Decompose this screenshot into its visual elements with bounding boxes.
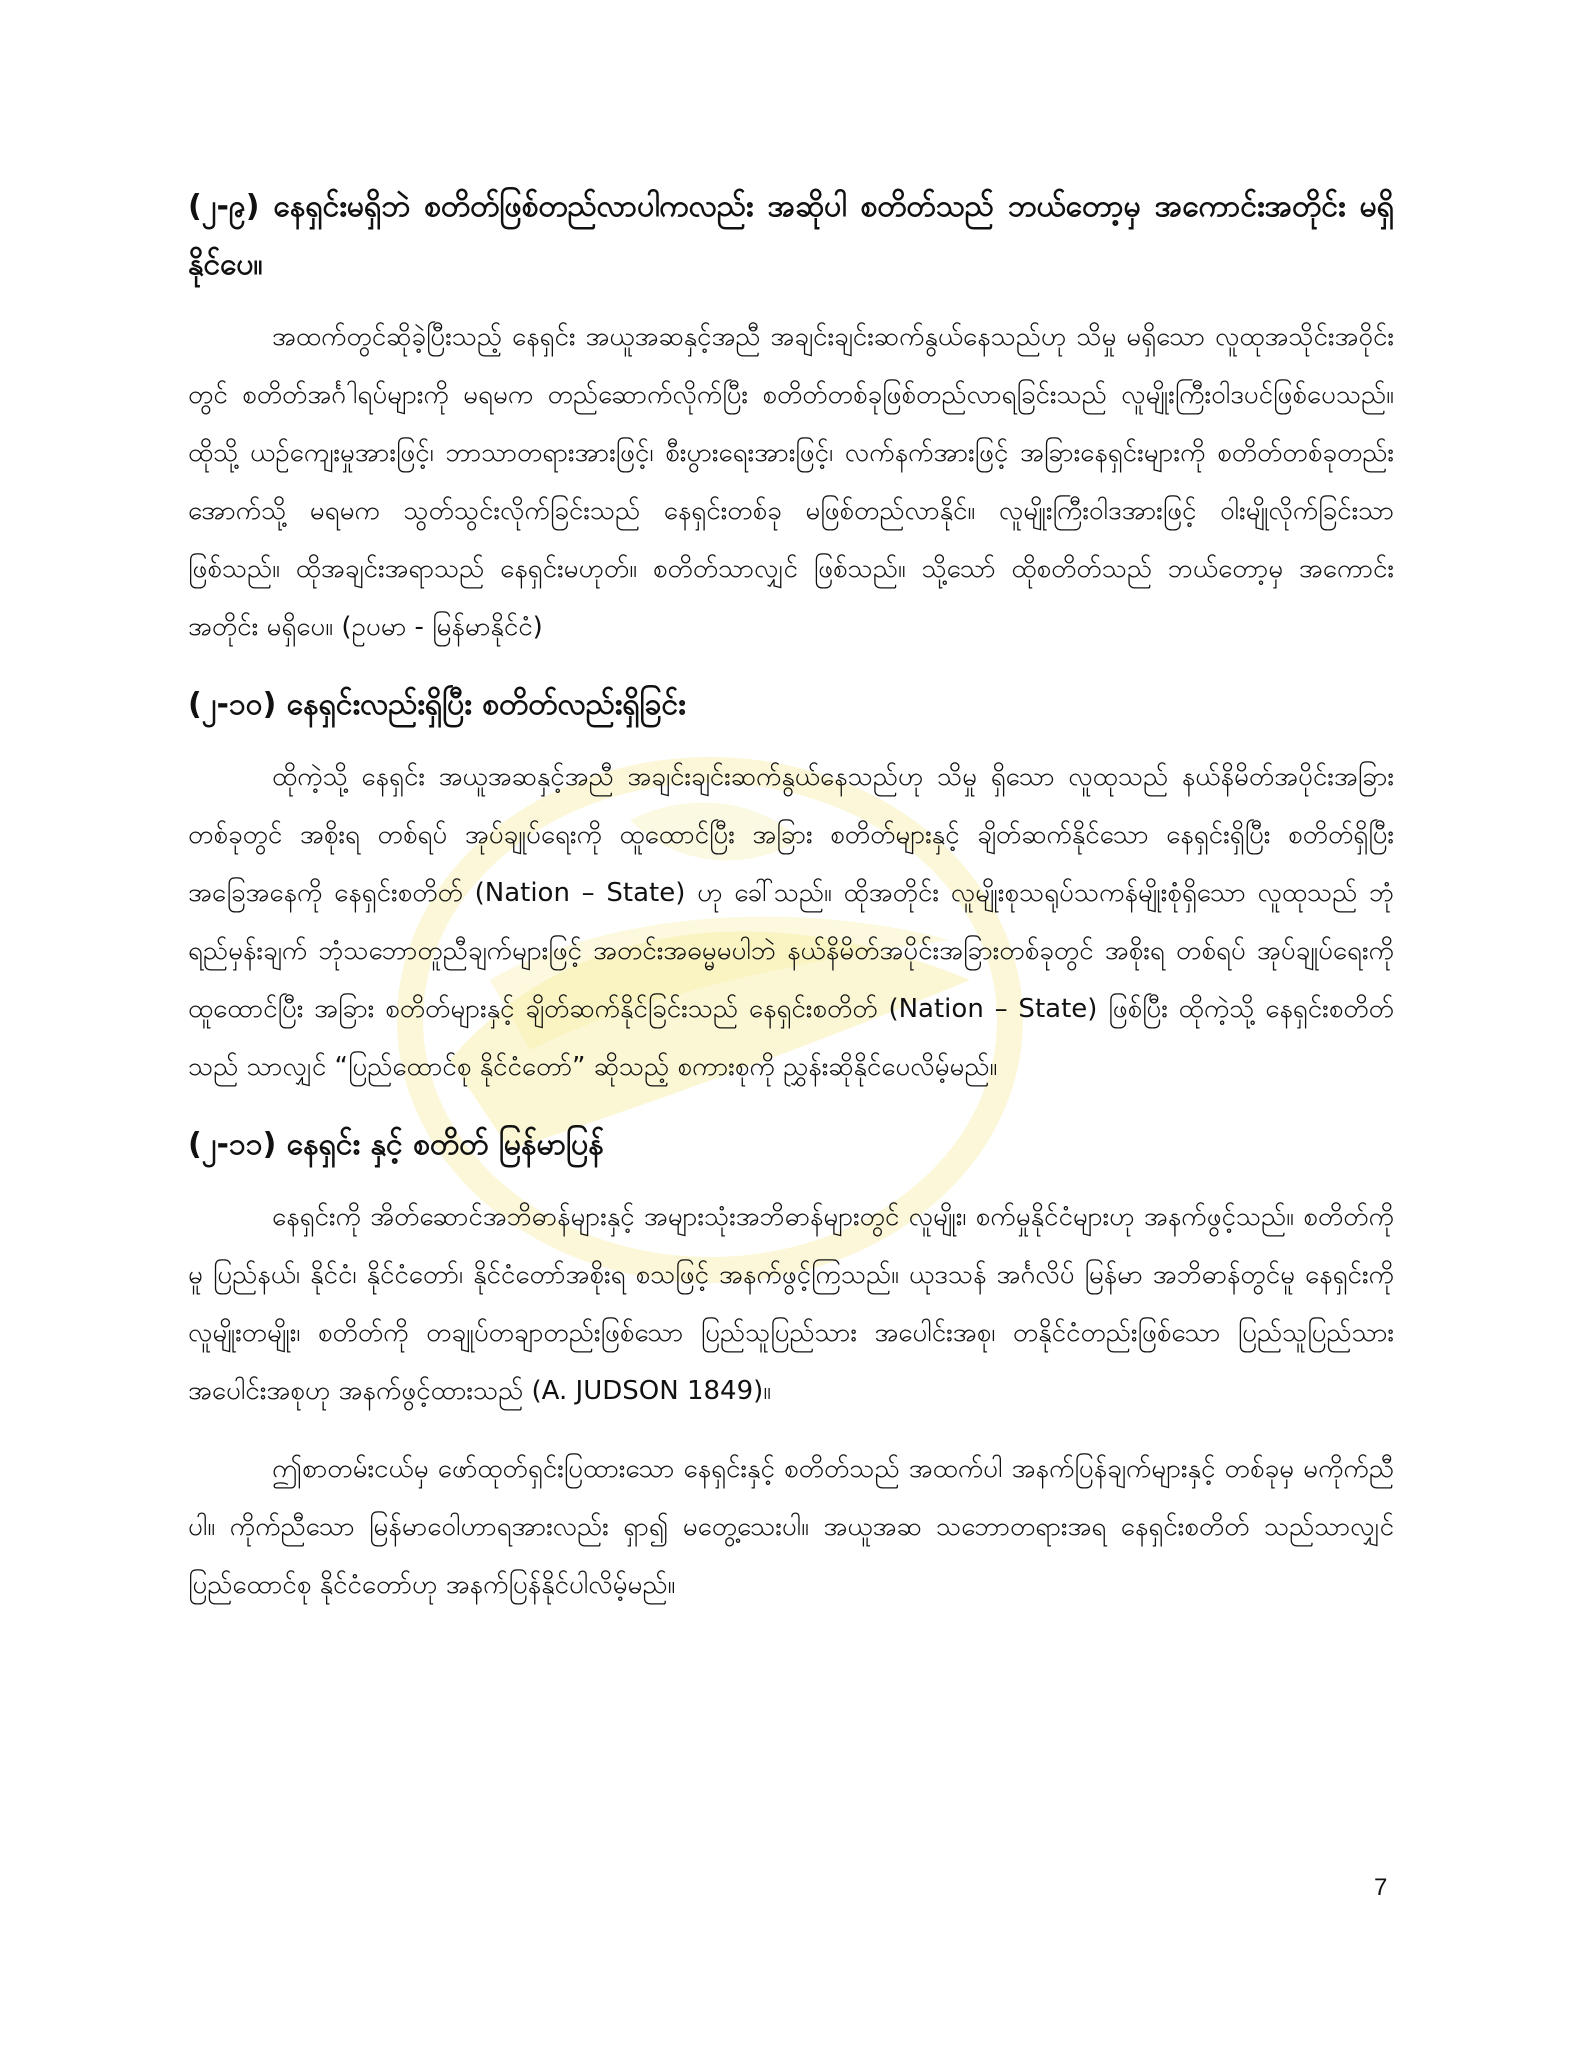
section-heading-2-11: (၂-၁၁) နေရှင်း နှင့် စတိတ် မြန်မာပြန်: [188, 1127, 604, 1162]
section-heading-2-9: (၂-၉) နေရှင်းမရှိဘဲ စတိတ်ဖြစ်တည်လာပါကလည်း အဆိုပါ စတိတ်သည် ဘယ်တော့မှ အကောင်းအတိုင်း မရှိနိုင်ပေ။: [188, 189, 1394, 282]
section-2-10-paragraph: ထိုကဲ့သို့ နေရှင်း အယူအဆနှင့်အညီ အချင်းချင်းဆက်နွယ်နေသည်ဟု သိမှု ရှိသော လူထုသည် နယ်နိမိတ်အပိုင်းအခြားတစ်ခုတွင် အစိုးရ တစ်ရပ် အုပ်ချုပ်ရေးကို ထူထောင်ပြီး အခြား စတိတ်များနှင့် ချိတ်ဆက်နိုင်သော နေရှင်းရှိပြီး စတိတ်ရှိပြီး အခြေအနေကို နေရှင်းစတိတ် (Nation – State) ဟု ခေါ်သည်။ ထိုအတိုင်း လူမျိုးစုသရုပ်သကန်မျိုးစုံရှိသော လူထုသည် ဘုံရည်မှန်းချက် ဘုံသဘောတူညီချက်များဖြင့် အတင်းအဓမ္မမပါဘဲ နယ်နိမိတ်အပိုင်းအခြားတစ်ခုတွင် အစိုးရ တစ်ရပ် အုပ်ချုပ်ရေးကို ထူထောင်ပြီး အခြား စတိတ်များနှင့် ချိတ်ဆက်နိုင်ခြင်းသည် နေရှင်းစတိတ် (Nation – State) ဖြစ်ပြီး ထိုကဲ့သို့ နေရှင်းစတိတ်သည် သာလျှင် “ပြည်ထောင်စု နိုင်ငံတော်” ဆိုသည့် စကားစုကို ညွှန်းဆိုနိုင်ပေလိမ့်မည်။: [188, 762, 1394, 1082]
section-2-11-paragraph-1: နေရှင်းကို အိတ်ဆောင်အဘိဓာန်များနှင့် အများသုံးအဘိဓာန်များတွင် လူမျိုး၊ စက်မှုနိုင်ငံများဟု အနက်ဖွင့်သည်။ စတိတ်ကိုမူ ပြည်နယ်၊ နိုင်ငံ၊ နိုင်ငံတော်၊ နိုင်ငံတော်အစိုးရ စသဖြင့် အနက်ဖွင့်ကြသည်။ ယုဒသန် အင်္ဂလိပ် မြန်မာ အဘိဓာန်တွင်မူ နေရှင်းကို လူမျိုးတမျိုး၊ စတိတ်ကို တချုပ်တချာတည်းဖြစ်သော ပြည်သူပြည်သား အပေါင်းအစု၊ တနိုင်ငံတည်းဖြစ်သော ပြည်သူပြည်သား အပေါင်းအစုဟု အနက်ဖွင့်ထားသည် (A. JUDSON 1849)။: [188, 1202, 1394, 1406]
section-heading-2-10: (၂-၁၀) နေရှင်းလည်းရှိပြီး စတိတ်လည်းရှိခြင်း: [188, 687, 686, 722]
section-2-9-paragraph: အထက်တွင်ဆိုခဲ့ပြီးသည့် နေရှင်း အယူအဆနှင့်အညီ အချင်းချင်းဆက်နွယ်နေသည်ဟု သိမှု မရှိသော လူထုအသိုင်းအဝိုင်းတွင် စတိတ်အင်္ဂါရပ်များကို မရမက တည်ဆောက်လိုက်ပြီး စတိတ်တစ်ခုဖြစ်တည်လာရခြင်းသည် လူမျိုးကြီးဝါဒပင်ဖြစ်ပေသည်။ ထိုသို့ ယဉ်ကျေးမှုအားဖြင့်၊ ဘာသာတရားအားဖြင့်၊ စီးပွားရေးအားဖြင့်၊ လက်နက်အားဖြင့် အခြားနေရှင်းများကို စတိတ်တစ်ခုတည်းအောက်သို့ မရမက သွတ်သွင်းလိုက်ခြင်းသည် နေရှင်းတစ်ခု မဖြစ်တည်လာနိုင်။ လူမျိုးကြီးဝါဒအားဖြင့် ဝါးမျိုလိုက်ခြင်းသာ ဖြစ်သည်။ ထိုအချင်းအရာသည် နေရှင်းမဟုတ်။ စတိတ်သာလျှင် ဖြစ်သည်။ သို့သော် ထိုစတိတ်သည် ဘယ်တော့မှ အကောင်းအတိုင်း မရှိပေ။ (ဥပမာ - မြန်မာနိုင်ငံ): [188, 322, 1394, 642]
document-page: [188, 178, 1394, 1634]
section-2-11-paragraph-2: ဤစာတမ်းငယ်မှ ဖော်ထုတ်ရှင်းပြထားသော နေရှင်းနှင့် စတိတ်သည် အထက်ပါ အနက်ပြန်ချက်များနှင့် တစ်ခုမှ မကိုက်ညီပါ။ ကိုက်ညီသော မြန်မာဝေါဟာရအားလည်း ရှာ၍ မတွေ့သေးပါ။ အယူအဆ သဘောတရားအရ နေရှင်းစတိတ် သည်သာလျှင် ပြည်ထောင်စု နိုင်ငံတော်ဟု အနက်ပြန်နိုင်ပါလိမ့်မည်။: [188, 1454, 1394, 1600]
page-number: 7: [1374, 1874, 1388, 1901]
